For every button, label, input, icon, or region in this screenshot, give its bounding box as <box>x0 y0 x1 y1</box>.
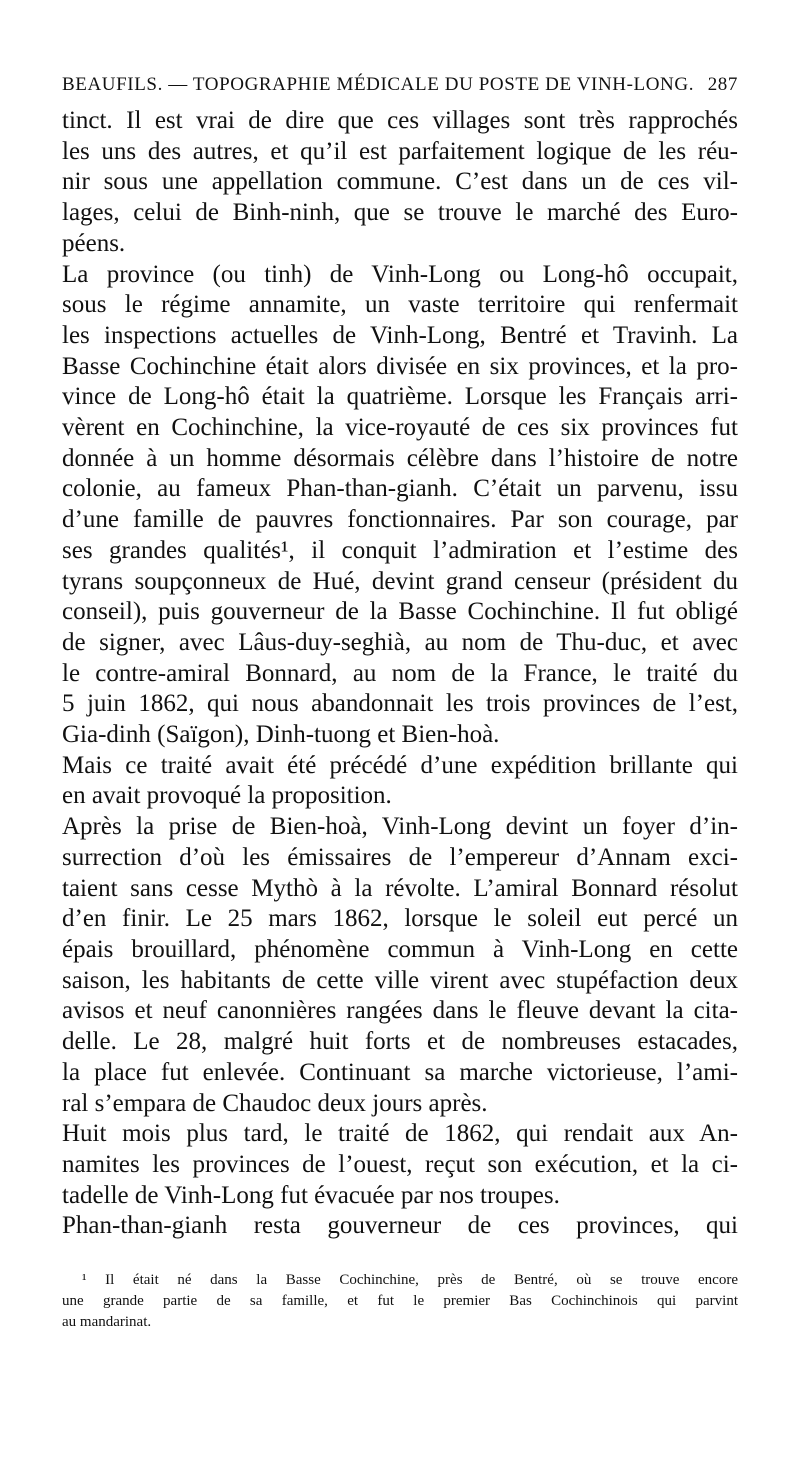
text-line: ral s’empara de Chaudoc deux jours après. <box>62 1089 488 1117</box>
text-line: péens. <box>62 229 126 257</box>
text-line: sous le régime annamite, un vaste territoire qui renfermait <box>62 291 738 319</box>
text-line: nir sous une appellation commune. C’est dans un de ces vil- <box>62 168 738 196</box>
text-line: surrection d’où les émissaires de l’empereur d’Annam exci- <box>62 843 738 871</box>
text-line: Mais ce traité avait été précédé d’une expédition brillante qui <box>62 751 738 779</box>
text-line: ses grandes qualités¹, il conquit l’admiration et l’estime des <box>62 536 738 564</box>
footnote-line: une grande partie de sa famille, et fut le premier Bas Cochinchinois qui parvint <box>62 1293 738 1310</box>
text-line: les uns des autres, et qu’il est parfaitement logique de les réu- <box>62 137 738 165</box>
text-line: colonie, au fameux Phan-than-gianh. C’était un parvenu, issu <box>62 475 738 503</box>
text-line: delle. Le 28, malgré huit forts et de nombreuses estacades, <box>62 1028 738 1056</box>
page-number: 287 <box>707 74 738 95</box>
text-line: en avait provoqué la proposition. <box>62 782 392 810</box>
footnote-line: au mandarinat. <box>62 1314 152 1331</box>
footnote-line: ¹ Il était né dans la Basse Cochinchine, près de Bentré, où se trouve encore <box>82 1272 738 1289</box>
text-line: Basse Cochinchine était alors divisée en six provinces, et la pro- <box>62 352 738 380</box>
text-line: saison, les habitants de cette ville virent avec stupéfaction deux <box>62 966 738 994</box>
text-line: Gia-dinh (Saïgon), Dinh-tuong et Bien-hoà. <box>62 721 500 749</box>
text-line: la place fut enlevée. Continuant sa marche victorieuse, l’ami- <box>62 1058 738 1086</box>
text-line: d’une famille de pauvres fonctionnaires. Par son courage, par <box>62 506 738 534</box>
text-line: le contre-amiral Bonnard, au nom de la France, le traité du <box>62 659 738 687</box>
text-line: lages, celui de Binh-ninh, que se trouve le marché des Euro- <box>62 199 738 227</box>
text-line: conseil), puis gouverneur de la Basse Cochinchine. Il fut obligé <box>62 598 738 626</box>
text-line: épais brouillard, phénomène commun à Vinh-Long en cette <box>62 935 738 963</box>
text-line: d’en finir. Le 25 mars 1862, lorsque le soleil eut percé un <box>62 905 738 933</box>
body-text <box>62 106 738 1242</box>
text-line: tadelle de Vinh-Long fut évacuée par nos troupes. <box>62 1181 560 1209</box>
text-line: vince de Long-hô était la quatrième. Lorsque les Français arri- <box>62 383 738 411</box>
text-line: vèrent en Cochinchine, la vice-royauté de ces six provinces fut <box>62 414 738 442</box>
running-head-title: BEAUFILS. — TOPOGRAPHIE MÉDICALE DU POSTE DE VINH-LONG. <box>62 74 695 95</box>
text-line: les inspections actuelles de Vinh-Long, Bentré et Travinh. La <box>62 321 738 349</box>
text-line: 5 juin 1862, qui nous abandonnait les trois provinces de l’est, <box>62 690 738 718</box>
text-line: Phan-than-gianh resta gouverneur de ces provinces, qui <box>62 1212 738 1240</box>
text-line: avisos et neuf canonnières rangées dans le fleuve devant la cita- <box>62 997 738 1025</box>
book-page <box>62 74 738 1333</box>
text-line: tinct. Il est vrai de dire que ces villages sont très rapprochés <box>62 107 738 134</box>
footnotes <box>62 1270 738 1333</box>
running-head <box>62 74 738 96</box>
text-line: de signer, avec Lâus-duy-seghià, au nom de Thu-duc, et avec <box>62 628 738 656</box>
text-line: Après la prise de Bien-hoà, Vinh-Long devint un foyer d’in- <box>62 813 738 841</box>
text-line: tyrans soupçonneux de Hué, devint grand censeur (président du <box>62 567 738 595</box>
text-line: donnée à un homme désormais célèbre dans l’histoire de notre <box>62 444 738 472</box>
text-line: Huit mois plus tard, le traité de 1862, qui rendait aux An- <box>62 1120 738 1148</box>
text-line: La province (ou tinh) de Vinh-Long ou Long-hô occupait, <box>62 260 738 288</box>
text-line: taient sans cesse Mythò à la révolte. L’amiral Bonnard résolut <box>62 874 738 902</box>
text-line: namites les provinces de l’ouest, reçut son exécution, et la ci- <box>62 1150 738 1178</box>
